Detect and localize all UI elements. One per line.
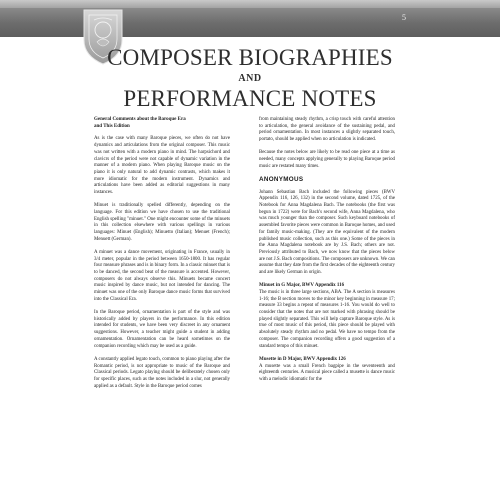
- header-band-highlight: [0, 0, 500, 8]
- page-number: 5: [402, 13, 406, 22]
- paragraph-minuet-form: A minuet was a dance movement, originating in France, usually in 3/4 meter, popular in the period between 1650-1800. It has regular four measure phrases and is in binary form. In a classic minuet that is to be danced, the second beat of the measure is accented. However, composers do not always observe this. Minuets became concert music inspired by dance music, but not intended for dancing. The minuet was one of the only Baroque dance music forms that survived into the Classical Era.: [94, 249, 230, 302]
- paragraph-minuet-spelling: Minuet is traditionally spelled differently, depending on the language. For this edition we have chosen to use the traditional English spelling "minuet." One might encounter some of the minuets in this collection elsewhere with various spellings in various languages: Minuet (English); Minuetto (Italian); Menuet (French); Menuett (German).: [94, 203, 230, 242]
- page-title: [0, 45, 500, 112]
- paragraph-rhythm: from maintaining steady rhythm, a crisp touch with careful attention to articulation, the general avoidance of the sustaining pedal, and period ornamentation. In most instances a slightly separated touch, portato, should be applied when no articulation is indicated.: [259, 117, 395, 143]
- paragraph-ornamentation: In the Baroque period, ornamentation is part of the style and was historically added by players in the performance. In this edition intended for students, we have been very discreet in any ornament suggestions. However, a teacher might guide a student in adding ornamentation. Ornamentation can be heard sometimes on the companion recording which may be used as a guide.: [94, 310, 230, 349]
- right-column: [259, 117, 395, 390]
- title-connector: AND: [238, 73, 262, 84]
- paragraph-dynamics: As is the case with many Baroque pieces, we often do not have dynamics and articulations from the original composer. This music was not written with a modern piano in mind. The harpsichord and clavicrs of the period were not capable of dynamic variation in the manner of a modern piano. When playing Baroque music on the piano it is only natural to add dynamic contrasts, which makes it more idiomatic for the modern instrument. Dynamics and articulations have been added as editorial suggestions in many instances.: [94, 136, 230, 196]
- piece-heading-minuet-g: Minuet in G Major, BWV Appendix 116: [259, 283, 345, 289]
- title-line-1: COMPOSER BIOGRAPHIES: [107, 45, 393, 70]
- paragraph-restated: Because the notes below are likely to be read one piece at a time as needed, many concepts applying generally to playing Baroque period music are restated many times.: [259, 150, 395, 169]
- title-line-2: PERFORMANCE NOTES: [123, 86, 377, 111]
- paragraph-minuet-g: The music is in three large sections, ABA. The A section is measures 1-16; the B section moves to the minor key beginning in measure 17; measure 33 begins a repeat of measures 1-16. You would do well to consider that the notes that are not marked with phrasing should be played slightly separated. This will help capture Baroque style. As is true of most music of this period, this piece should be played with absolutely steady rhythm and no pedal. We have no tempo from the composer. The companion recording offers a good suggestion of a standard tempo of this minuet.: [259, 289, 395, 349]
- left-column: [94, 117, 230, 397]
- paragraph-anonymous: Johann Sebastian Bach included the following pieces (BWV Appendix 116, 126, 132) in the second volume, dated 1725, of the Notebook for Anna Magdalena Bach. The notebooks (the first was begun in 1722) were for Bach's second wife, Anna Magdalena, who was much younger than the composer. Such keyboard notebooks of assembled favorite pieces were common in Baroque homes, and used for family music-making. (They are the equivalent of the modern published music collection, such as this one.) Some of the pieces in the Anna Magdalena notebook are by J.S. Bach; others are not. Previously attributed to Bach, we now know that the pieces below are not J.S. Bach compositions. The composers are unknown. We can assume that they date from the first decades of the eighteenth century and are likely German in origin.: [259, 189, 395, 276]
- piece-heading-musette-d: Musette in D Major, BWV Appendix 126: [259, 356, 346, 362]
- section-heading-anonymous: ANONYMOUS: [259, 175, 304, 183]
- paragraph-legato: A constantly applied legato touch, common to piano playing after the Romantic period, is not appropriate to music of the Baroque and Classical periods. Legato playing should be deliberately chosen only for specific places, such as the notes included in a slur, not generally applied as a default. Style in the Baroque period comes: [94, 356, 230, 389]
- general-comments-heading: General Comments about the Baroque Era and This Edition: [94, 117, 186, 129]
- paragraph-musette-d: A musette was a small French bagpipe in the seventeenth and eighteenth centuries. A musical piece called a musette is dance music with a melodic idiomatic for the: [259, 363, 395, 382]
